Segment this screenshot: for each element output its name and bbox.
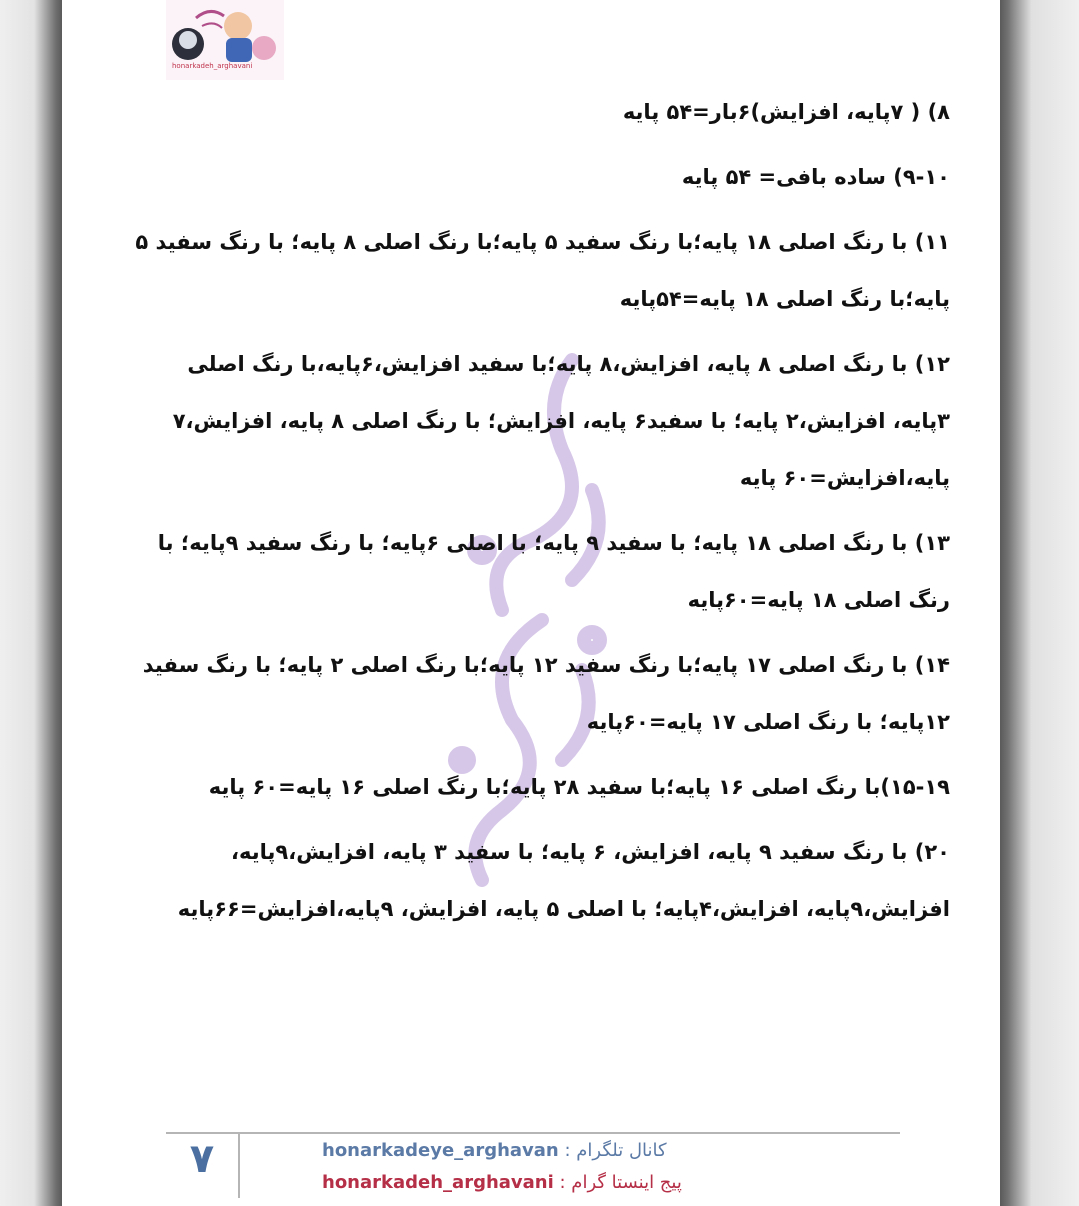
step-13: ۱۳) با رنگ اصلی ۱۸ پایه؛ با سفید ۹ پایه؛ با اصلی ۶پایه؛ با رنگ سفید ۹پایه؛ با رنگ اصلی ۱۸ پایه=۶۰پایه [157,531,950,612]
step-15-19: ۱۵-۱۹)با رنگ اصلی ۱۶ پایه؛با سفید ۲۸ پایه؛با رنگ اصلی ۱۶ پایه=۶۰ پایه [208,775,950,799]
instagram-label: پیج اینستا گرام : [559,1172,682,1193]
telegram-handle: honarkadeye_arghavan [322,1140,559,1161]
step-9-10: ۹-۱۰) ساده بافی= ۵۴ پایه [681,165,950,189]
pattern-instructions [130,84,950,946]
telegram-label: کانال تلگرام : [564,1140,667,1161]
step-12: ۱۲) با رنگ اصلی ۸ پایه، افزایش،۸ پایه؛با سفید افزایش،۶پایه،با رنگ اصلی ۳پایه، افزایش،۲ پایه؛ با سفید۶ پایه، افزایش؛ با رنگ اصلی ۸ پایه، افزایش،۷ پایه،افزایش=۶۰ پایه [172,352,950,490]
page-number: ۷ [189,1136,215,1182]
step-14: ۱۴) با رنگ اصلی ۱۷ پایه؛با رنگ سفید ۱۲ پایه؛با رنگ اصلی ۲ پایه؛ با رنگ سفید ۱۲پایه؛ با رنگ اصلی ۱۷ پایه=۶۰پایه [142,653,950,734]
telegram-row [322,1140,667,1161]
step-11: ۱۱) با رنگ اصلی ۱۸ پایه؛با رنگ سفید ۵ پایه؛با رنگ اصلی ۸ پایه؛ با رنگ سفید ۵ پایه؛با رنگ اصلی ۱۸ پایه=۵۴پایه [135,230,950,311]
document-page [62,0,1000,1206]
instagram-row [322,1172,682,1193]
logo-handle: honarkadeh_arghavani [172,62,253,70]
step-20: ۲۰) با رنگ سفید ۹ پایه، افزایش، ۶ پایه؛ با سفید ۳ پایه، افزایش،۹پایه، افزایش،۹پایه، افزایش،۴پایه؛ با اصلی ۵ پایه، افزایش، ۹پایه،افزایش=۶۶پایه [177,840,950,921]
instagram-handle: honarkadeh_arghavani [322,1172,554,1193]
footer-vertical-divider [238,1132,240,1198]
left-frame-border [0,0,62,1206]
footer-divider [166,1132,900,1134]
right-frame-border [1000,0,1079,1206]
step-8: ۸) ( ۷پایه، افزایش)۶بار=۵۴ پایه [622,100,950,124]
